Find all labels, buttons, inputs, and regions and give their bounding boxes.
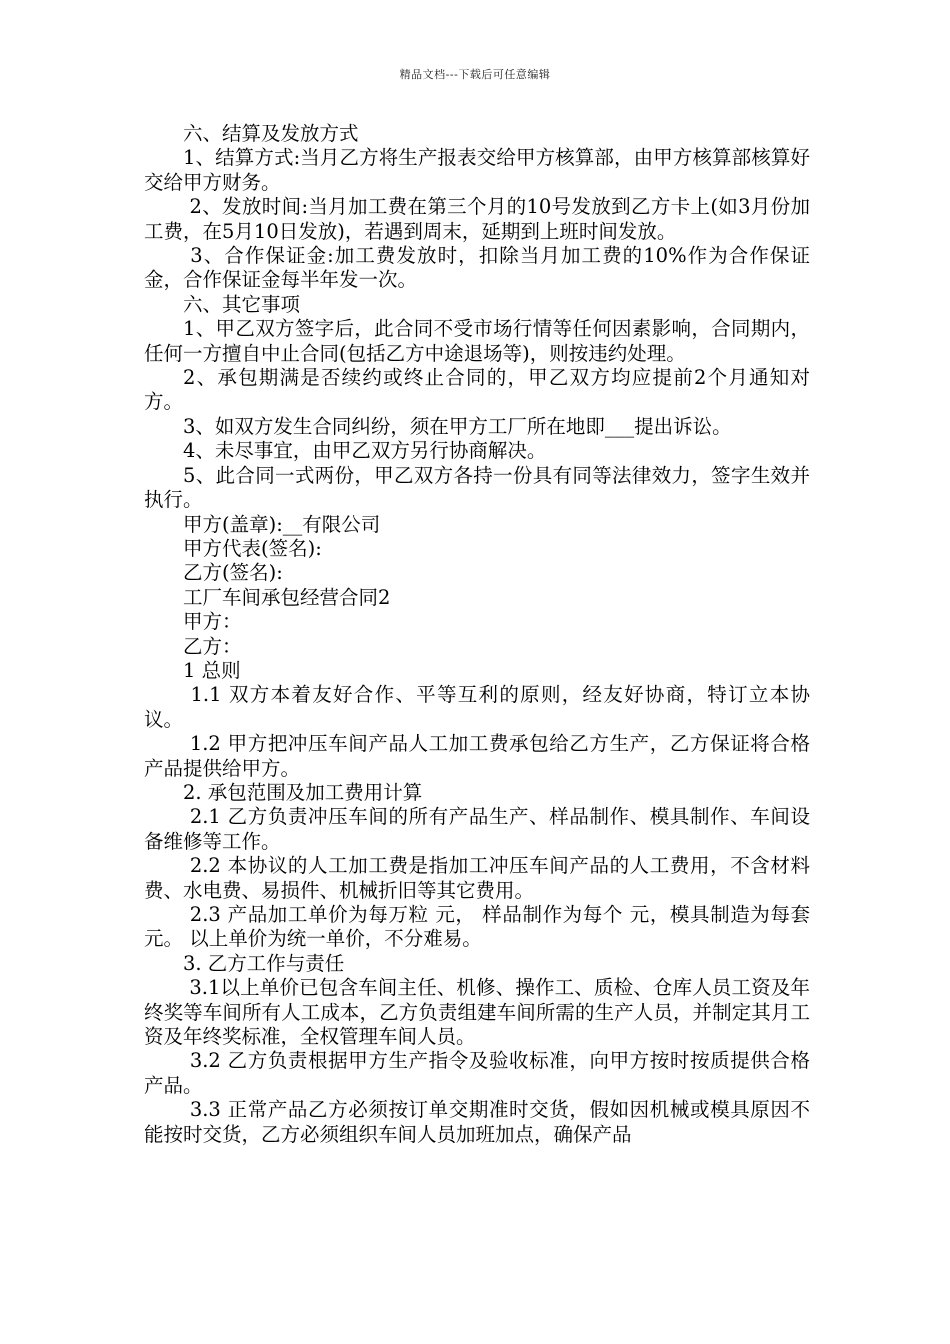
clause: 3.3 正常产品乙方必须按订单交期准时交货，假如因机械或模具原因不能按时交货，乙方必须组织车间人员加班加点，确保产品 (144, 1098, 810, 1146)
paragraph: 3、合作保证金:加工费发放时，扣除当月加工费的10%作为合作保证金，合作保证金每半年发一次。 (144, 244, 810, 292)
paragraph: 2、承包期满是否续约或终止合同的，甲乙双方均应提前2个月通知对方。 (144, 366, 810, 414)
paragraph: 1、甲乙双方签字后，此合同不受市场行情等任何因素影响，合同期内，任何一方擅自中止合同(包括乙方中途退场等)，则按违约处理。 (144, 317, 810, 365)
page-header: 精品文档---下载后可任意编辑 (399, 68, 551, 81)
party-a-line: 甲方： (183, 610, 242, 634)
clause: 1.1 双方本着友好合作、平等互利的原则，经友好协商，特订立本协议。 (144, 683, 810, 731)
clause: 2.1 乙方负责冲压车间的所有产品生产、样品制作、模具制作、车间设备维修等工作。 (144, 805, 810, 853)
contract-title: 工厂车间承包经营合同2 (183, 585, 391, 609)
signature-line-party-a-seal: 甲方(盖章):__有限公司 (183, 512, 381, 536)
section-heading-scope: 2. 承包范围及加工费用计算 (183, 780, 423, 804)
clause: 3.1以上单价已包含车间主任、机修、操作工、质检、仓库人员工资及年终奖等车间所有人工成本，乙方负责组建车间所需的生产人员，并制定其月工资及年终奖标准，全权管理车间人员。 (144, 976, 810, 1049)
clause: 1.2 甲方把冲压车间产品人工加工费承包给乙方生产，乙方保证将合格产品提供给甲方。 (144, 732, 810, 780)
paragraph: 4、未尽事宜，由甲乙双方另行协商解决。 (183, 439, 547, 463)
section-heading-other-matters: 六、其它事项 (183, 292, 301, 316)
section-heading-settlement: 六、结算及发放方式 (183, 122, 359, 145)
signature-line-party-a-rep: 甲方代表(签名): (183, 536, 322, 560)
clause: 2.2 本协议的人工加工费是指加工冲压车间产品的人工费用，不含材料费、水电费、易损件、机械折旧等其它费用。 (144, 854, 810, 902)
paragraph: 3、如双方发生合同纠纷，须在甲方工厂所在地即___提出诉讼。 (183, 414, 732, 438)
section-heading-general: 1 总则 (183, 658, 241, 682)
paragraph: 1、结算方式:当月乙方将生产报表交给甲方核算部，由甲方核算部核算好交给甲方财务。 (144, 146, 810, 194)
party-b-line: 乙方： (183, 634, 242, 658)
clause: 2.3 产品加工单价为每万粒 元， 样品制作为每个 元，模具制造为每套 元。 以上单价为统一单价，不分难易。 (144, 903, 817, 951)
signature-line-party-b: 乙方(签名): (183, 561, 283, 585)
paragraph: 5、此合同一式两份，甲乙双方各持一份具有同等法律效力，签字生效并执行。 (144, 463, 810, 512)
paragraph: 2、发放时间:当月加工费在第三个月的10号发放到乙方卡上(如3月份加工费，在5月10日发放)，若遇到周末，延期到上班时间发放。 (144, 195, 811, 243)
section-heading-responsibilities: 3. 乙方工作与责任 (183, 951, 345, 975)
document-body (144, 122, 817, 1147)
clause: 3.2 乙方负责根据甲方生产指令及验收标准，向甲方按时按质提供合格产品。 (144, 1049, 810, 1097)
